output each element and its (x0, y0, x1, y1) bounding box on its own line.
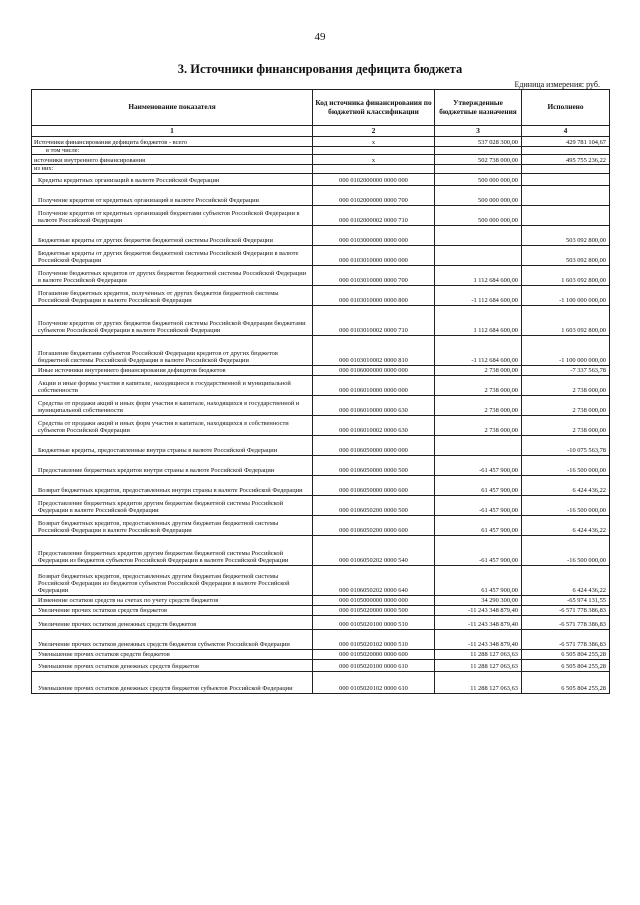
row-executed: 1 603 092 800,00 (522, 305, 610, 335)
column-number: 3 (435, 126, 522, 137)
row-name: Уменьшение прочих остатков денежных средств бюджетов (32, 659, 313, 671)
table-row (32, 415, 610, 435)
row-approved: 1 112 684 600,00 (435, 265, 522, 285)
row-approved: 2 738 000,00 (435, 375, 522, 395)
row-executed: 6 505 804 255,28 (522, 649, 610, 659)
row-code: x (313, 137, 435, 147)
table-row (32, 173, 610, 185)
row-executed: 6 424 436,22 (522, 515, 610, 535)
row-name: Бюджетные кредиты, предоставленные внутри страны в валюте Российской Федерации (32, 435, 313, 455)
row-code: 000 0102000000 0000 000 (313, 173, 435, 185)
row-approved: 537 028 300,00 (435, 137, 522, 147)
table-row (32, 137, 610, 147)
table-row (32, 535, 610, 565)
row-approved: 500 000 000,00 (435, 173, 522, 185)
row-code: 000 0102000002 0000 710 (313, 205, 435, 225)
row-approved: -11 243 348 879,40 (435, 605, 522, 615)
row-name: Предоставление бюджетных кредитов другим бюджетам бюджетной системы Российской Федерации из бюджетов субъектов Российской Федерации в валюте Российской Федерации (32, 535, 313, 565)
row-code: 000 0103010000 0000 800 (313, 285, 435, 305)
row-code: 000 0103010002 0000 710 (313, 305, 435, 335)
row-executed: 2 738 000,00 (522, 375, 610, 395)
table-row (32, 185, 610, 205)
row-approved: -61 457 900,00 (435, 455, 522, 475)
row-approved: 11 288 127 063,63 (435, 659, 522, 671)
table-row (32, 649, 610, 659)
table-row (32, 605, 610, 615)
header-executed: Исполнено (522, 90, 610, 126)
row-approved (435, 245, 522, 265)
row-code: 000 0102000000 0000 700 (313, 185, 435, 205)
row-approved: 2 738 000,00 (435, 415, 522, 435)
row-executed (522, 173, 610, 185)
table-row (32, 305, 610, 335)
row-executed: -7 337 563,78 (522, 365, 610, 375)
row-name: Получение бюджетных кредитов от других бюджетов бюджетной системы Российской Федерации в валюте Российской Федерации (32, 265, 313, 285)
row-executed: -1 100 000 000,00 (522, 285, 610, 305)
table-row (32, 155, 610, 165)
row-code (313, 165, 435, 173)
row-code: 000 0105020100 0000 610 (313, 659, 435, 671)
row-executed: 503 092 800,00 (522, 225, 610, 245)
row-name: Кредиты кредитных организаций в валюте Российской Федерации (32, 173, 313, 185)
table-row (32, 495, 610, 515)
row-code: 000 0105020100 0000 510 (313, 615, 435, 629)
table-row (32, 565, 610, 595)
row-code: 000 0105020000 0000 600 (313, 649, 435, 659)
row-name: Получение кредитов от кредитных организаций бюджетами субъектов Российской Федерации в валюте Российской Федерации (32, 205, 313, 225)
header-approved: Утвержденные бюджетные назначения (435, 90, 522, 126)
row-name: Предоставление бюджетных кредитов другим бюджетам бюджетной системы Российской Федерации в валюте Российской Федерации (32, 495, 313, 515)
table-row (32, 671, 610, 693)
row-approved: 502 738 000,00 (435, 155, 522, 165)
row-name: Получение кредитов от кредитных организаций в валюте Российской Федерации (32, 185, 313, 205)
row-code: 000 0106050000 0000 600 (313, 475, 435, 495)
row-approved (435, 165, 522, 173)
row-approved: -1 112 684 600,00 (435, 335, 522, 365)
row-executed: 6 505 804 255,28 (522, 671, 610, 693)
row-name: Изменение остатков средств на счетах по учету средств бюджетов (32, 595, 313, 605)
row-executed: -16 500 000,00 (522, 455, 610, 475)
row-name: Погашение бюджетных кредитов, полученных от других бюджетов бюджетной системы Российской Федерации в валюте Российской Федерации (32, 285, 313, 305)
row-name: Уменьшение прочих остатков средств бюджетов (32, 649, 313, 659)
row-approved: -1 112 684 600,00 (435, 285, 522, 305)
table-body (32, 137, 610, 694)
row-approved: 34 290 300,00 (435, 595, 522, 605)
table-row (32, 285, 610, 305)
row-name: Возврат бюджетных кредитов, предоставленных внутри страны в валюте Российской Федерации (32, 475, 313, 495)
row-approved: 500 000 000,00 (435, 205, 522, 225)
table-row (32, 165, 610, 173)
row-approved: 11 288 127 063,63 (435, 649, 522, 659)
row-name: Предоставление бюджетных кредитов внутри страны в валюте Российской Федерации (32, 455, 313, 475)
row-code: 000 0106050202 0000 640 (313, 565, 435, 595)
row-executed: -10 075 563,78 (522, 435, 610, 455)
row-approved: 1 112 684 600,00 (435, 305, 522, 335)
table-row (32, 365, 610, 375)
row-approved: 11 288 127 063,63 (435, 671, 522, 693)
row-executed: -6 571 778 386,83 (522, 629, 610, 649)
row-name: из них: (32, 165, 313, 173)
table-row (32, 475, 610, 495)
table-row (32, 245, 610, 265)
row-code: 000 0103010002 0000 810 (313, 335, 435, 365)
row-executed: 6 424 436,22 (522, 565, 610, 595)
row-approved: -11 243 348 879,40 (435, 615, 522, 629)
row-name: Возврат бюджетных кредитов, предоставленных другим бюджетам бюджетной системы Российской Федерации из бюджетов субъектов Российской Федерации в валюте Российской Федерации (32, 565, 313, 595)
table-row (32, 265, 610, 285)
row-executed: -6 571 778 386,83 (522, 615, 610, 629)
table-row (32, 595, 610, 605)
table-row (32, 335, 610, 365)
row-code: 000 0106050202 0000 540 (313, 535, 435, 565)
row-approved: -61 457 900,00 (435, 535, 522, 565)
row-executed: 2 738 000,00 (522, 415, 610, 435)
row-code: 000 0106050000 0000 500 (313, 455, 435, 475)
header-indicator-name: Наименование показателя (32, 90, 313, 126)
row-executed (522, 165, 610, 173)
row-approved (435, 435, 522, 455)
table-row (32, 375, 610, 395)
row-name: источники внутреннего финансирования (32, 155, 313, 165)
row-name: Возврат бюджетных кредитов, предоставленных другим бюджетам бюджетной системы Российской Федерации в валюте Российской Федерации (32, 515, 313, 535)
row-code (313, 147, 435, 155)
row-approved: 2 738 000,00 (435, 365, 522, 375)
row-name: Погашение бюджетами субъектов Российской Федерации кредитов от других бюджетов бюджетной системы Российской Федерации в валюте Российской Федерации (32, 335, 313, 365)
row-executed: -6 571 778 386,83 (522, 605, 610, 615)
row-executed: 495 755 236,22 (522, 155, 610, 165)
row-approved: 500 000 000,00 (435, 185, 522, 205)
table-row (32, 515, 610, 535)
row-approved (435, 147, 522, 155)
row-code: 000 0106050000 0000 000 (313, 435, 435, 455)
row-executed: 2 738 000,00 (522, 395, 610, 415)
table-row (32, 629, 610, 649)
column-number: 1 (32, 126, 313, 137)
row-code: x (313, 155, 435, 165)
row-name: Источники финансирования дефицита бюджетов - всего (32, 137, 313, 147)
row-executed: 429 781 104,67 (522, 137, 610, 147)
row-code: 000 0103000000 0000 000 (313, 225, 435, 245)
row-executed: -16 500 000,00 (522, 535, 610, 565)
row-executed (522, 147, 610, 155)
table-row (32, 455, 610, 475)
row-approved: 61 457 900,00 (435, 475, 522, 495)
row-name: Средства от продажи акций и иных форм участия в капитале, находящихся в государственной и муниципальной собственности (32, 395, 313, 415)
units-label: Единица измерения: руб. (514, 80, 600, 89)
row-code: 000 0105020000 0000 500 (313, 605, 435, 615)
table-row (32, 225, 610, 245)
table-row (32, 615, 610, 629)
row-executed: -1 100 000 000,00 (522, 335, 610, 365)
row-code: 000 0103010000 0000 000 (313, 245, 435, 265)
row-name: Бюджетные кредиты от других бюджетов бюджетной системы Российской Федерации (32, 225, 313, 245)
row-code: 000 0106010000 0000 630 (313, 395, 435, 415)
row-approved: -61 457 900,00 (435, 495, 522, 515)
row-executed (522, 185, 610, 205)
row-executed: 6 505 804 255,28 (522, 659, 610, 671)
row-name: Получение кредитов от других бюджетов бюджетной системы Российской Федерации бюджетами субъектов Российской Федерации в валюте Российской Федерации (32, 305, 313, 335)
row-code: 000 0106010000 0000 000 (313, 375, 435, 395)
row-code: 000 0105020102 0000 610 (313, 671, 435, 693)
table-row (32, 395, 610, 415)
row-name: Акции и иные формы участия в капитале, находящиеся в государственной и муниципальной собственности (32, 375, 313, 395)
financing-sources-table (31, 89, 610, 694)
row-approved (435, 225, 522, 245)
column-number-row (32, 126, 610, 137)
header-source-code: Код источника финансирования по бюджетной классификации (313, 90, 435, 126)
row-code: 000 0106010002 0000 630 (313, 415, 435, 435)
row-name: Средства от продажи акций и иных форм участия в капитале, находящихся в собственности субъектов Российской Федерации (32, 415, 313, 435)
row-name: Увеличение прочих остатков денежных средств бюджетов субъектов Российской Федерации (32, 629, 313, 649)
section-title: 3. Источники финансирования дефицита бюджета (177, 62, 463, 76)
row-name: Увеличение прочих остатков средств бюджетов (32, 605, 313, 615)
table-row (32, 659, 610, 671)
row-code: 000 0105000000 0000 000 (313, 595, 435, 605)
row-approved: 61 457 900,00 (435, 515, 522, 535)
row-executed: -65 974 131,55 (522, 595, 610, 605)
row-name: в том числе: (32, 147, 313, 155)
row-name: Увеличение прочих остатков денежных средств бюджетов (32, 615, 313, 629)
table-row (32, 435, 610, 455)
row-approved: -11 243 348 879,40 (435, 629, 522, 649)
row-approved: 61 457 900,00 (435, 565, 522, 595)
column-number: 4 (522, 126, 610, 137)
row-code: 000 0106050200 0000 600 (313, 515, 435, 535)
row-code: 000 0106050200 0000 500 (313, 495, 435, 515)
page-number: 49 (314, 31, 326, 43)
column-number: 2 (313, 126, 435, 137)
row-executed: 503 092 800,00 (522, 245, 610, 265)
row-approved: 2 738 000,00 (435, 395, 522, 415)
row-name: Бюджетные кредиты от других бюджетов бюджетной системы Российской Федерации в валюте Российской Федерации (32, 245, 313, 265)
row-name: Иные источники внутреннего финансирования дефицитов бюджетов (32, 365, 313, 375)
row-executed: -16 500 000,00 (522, 495, 610, 515)
row-executed: 1 603 092 800,00 (522, 265, 610, 285)
table-row (32, 147, 610, 155)
row-executed: 6 424 436,22 (522, 475, 610, 495)
row-name: Уменьшение прочих остатков денежных средств бюджетов субъектов Российской Федерации (32, 671, 313, 693)
table-row (32, 205, 610, 225)
row-code: 000 0106000000 0000 000 (313, 365, 435, 375)
row-code: 000 0105020102 0000 510 (313, 629, 435, 649)
row-code: 000 0103010000 0000 700 (313, 265, 435, 285)
row-executed (522, 205, 610, 225)
